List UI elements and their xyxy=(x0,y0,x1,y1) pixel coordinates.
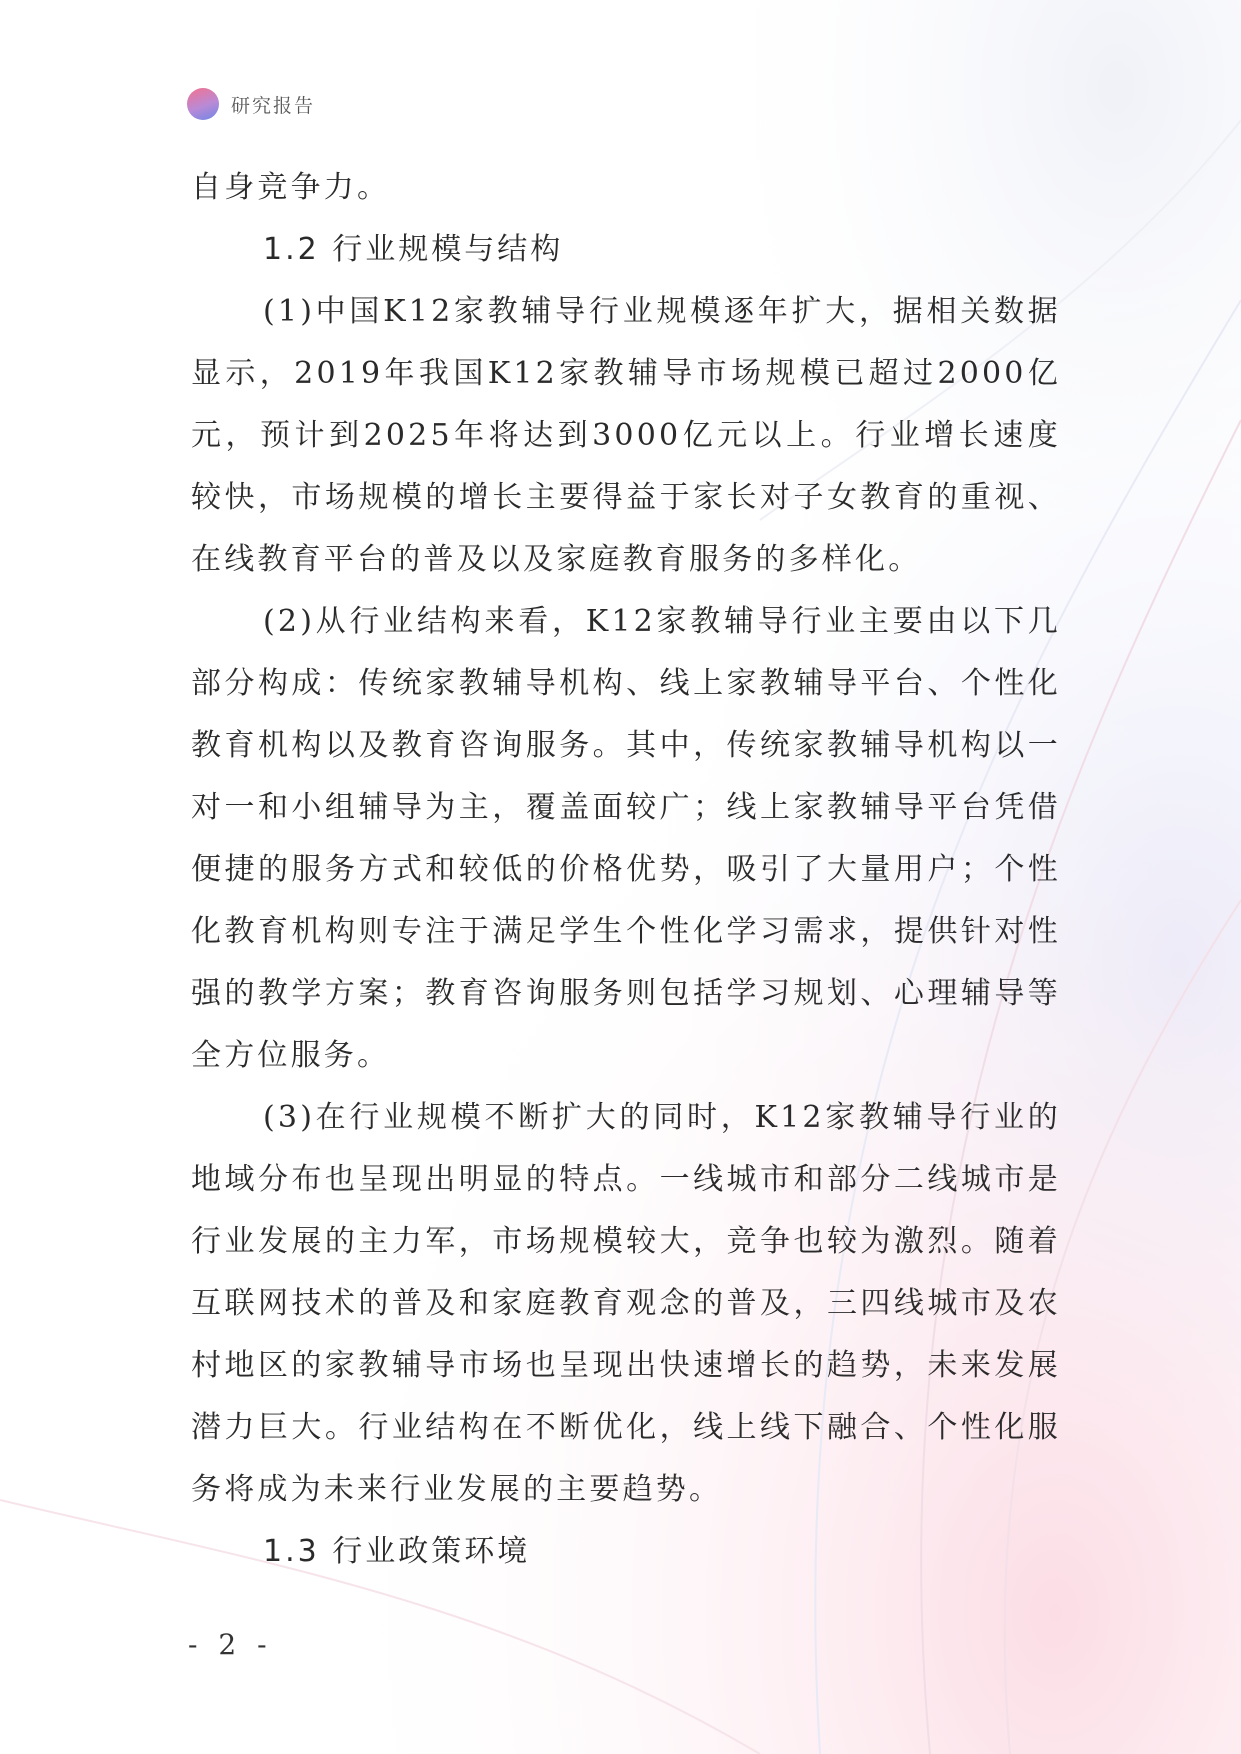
paragraph-3: (3)在行业规模不断扩大的同时，K12家教辅导行业的地域分布也呈现出明显的特点。一线城市和部分二线城市是行业发展的主力军，市场规模较大，竞争也较为激烈。随着互联网技术的普及和家庭教育观念的普及，三四线城市及农村地区的家教辅导市场也呈现出快速增长的趋势，未来发展潜力巨大。行业结构在不断优化，线上线下融合、个性化服务将成为未来行业发展的主要趋势。 xyxy=(191,1100,1061,1507)
paragraph-2: (2)从行业结构来看，K12家教辅导行业主要由以下几部分构成：传统家教辅导机构、线上家教辅导平台、个性化教育机构以及教育咨询服务。其中，传统家教辅导机构以一对一和小组辅导为主，覆盖面较广；线上家教辅导平台凭借便捷的服务方式和较低的价格优势，吸引了大量用户；个性化教育机构则专注于满足学生个性化学习需求，提供针对性强的教学方案；教育咨询服务则包括学习规划、心理辅导等全方位服务。 xyxy=(191,604,1061,1073)
section-heading-1-3: 1.3 行业政策环境 xyxy=(263,1534,531,1569)
continuation-text: 自身竞争力。 xyxy=(191,170,391,205)
report-header xyxy=(187,88,315,120)
document-body xyxy=(191,157,1061,1583)
report-logo-icon xyxy=(187,88,219,120)
paragraph-1: (1)中国K12家教辅导行业规模逐年扩大，据相关数据显示，2019年我国K12家教辅导市场规模已超过2000亿元，预计到2025年将达到3000亿元以上。行业增长速度较快，市场规模的增长主要得益于家长对子女教育的重视、在线教育平台的普及以及家庭教育服务的多样化。 xyxy=(191,294,1061,577)
page-number: - 2 - xyxy=(188,1628,273,1661)
header-label: 研究报告 xyxy=(231,94,316,117)
section-heading-1-2: 1.2 行业规模与结构 xyxy=(263,232,564,267)
